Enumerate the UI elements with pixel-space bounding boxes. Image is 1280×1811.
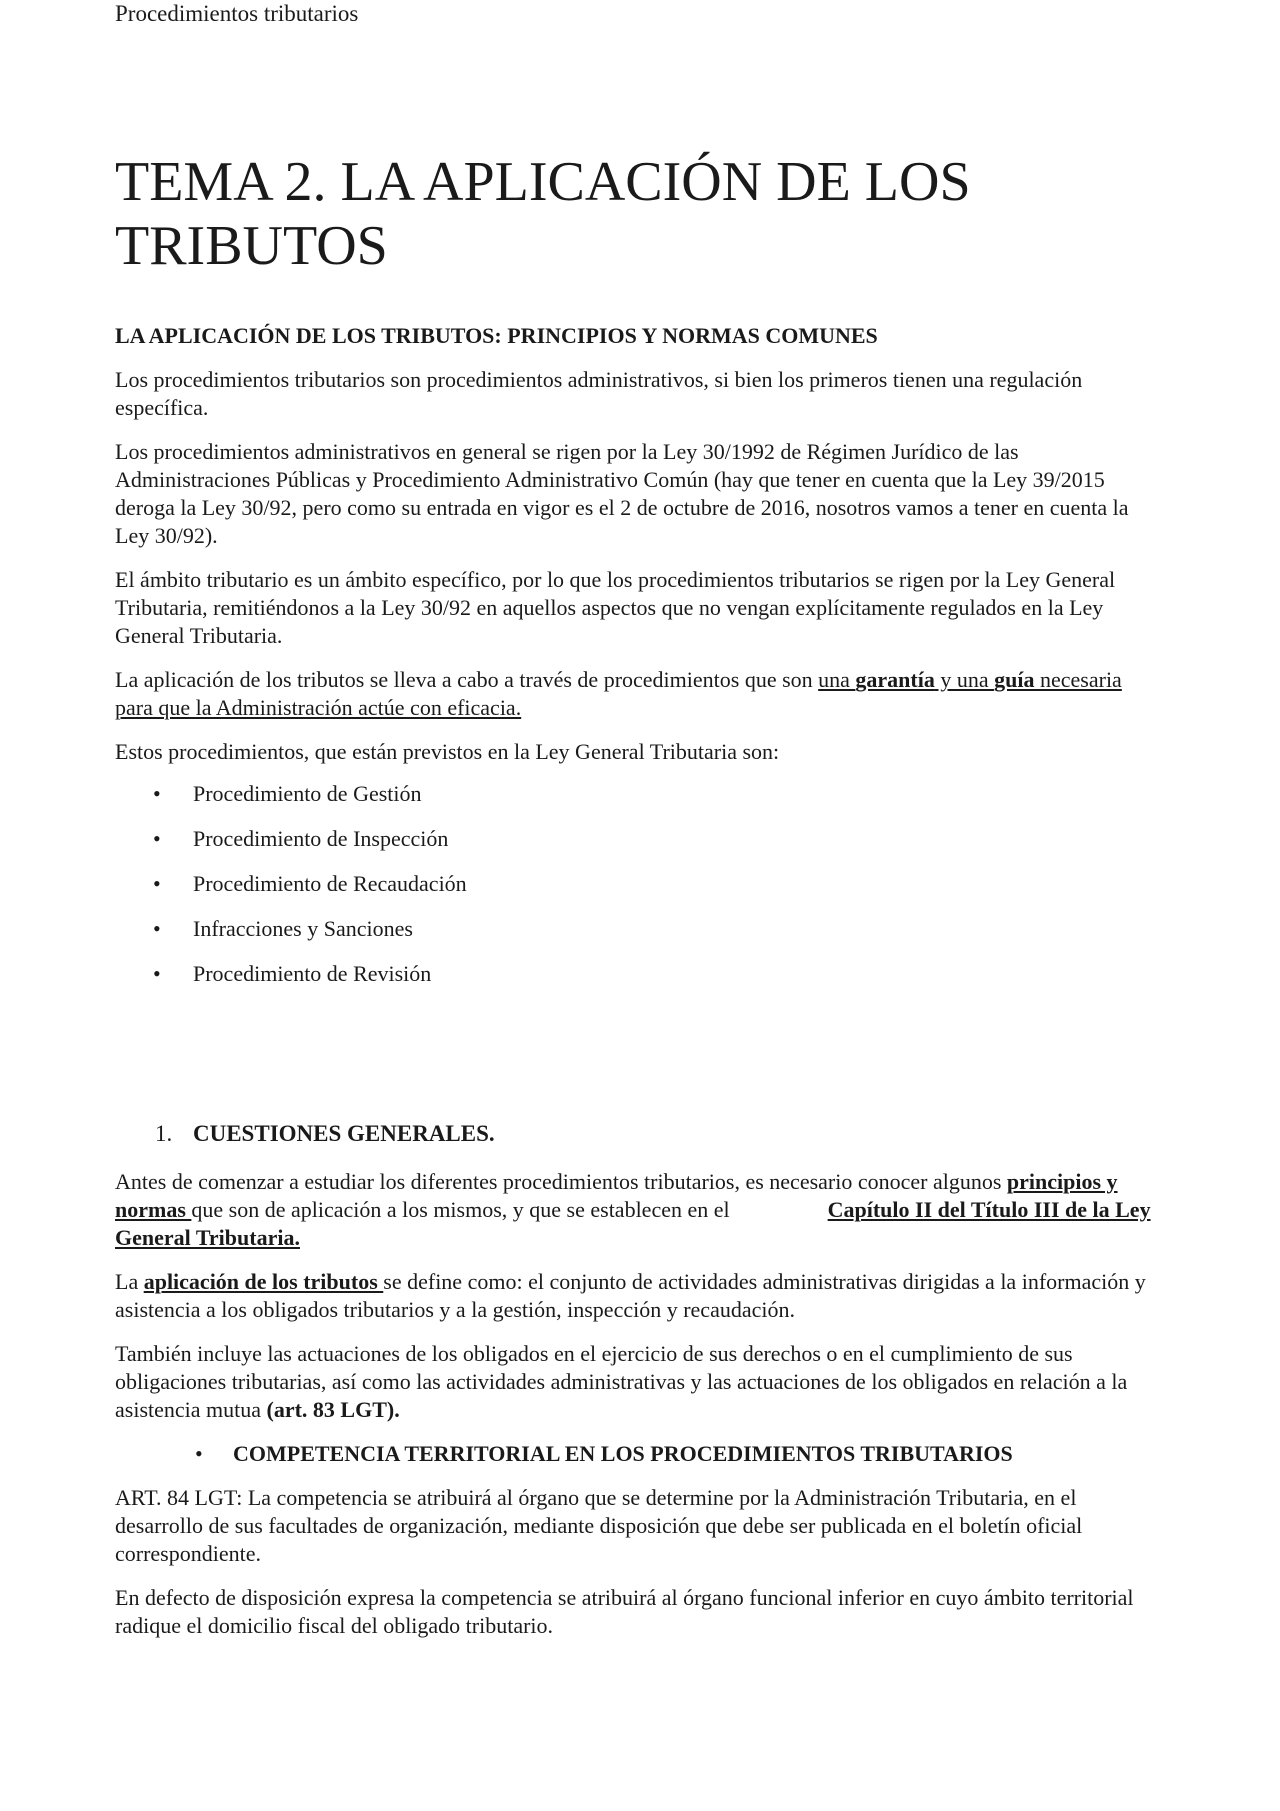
list-item xyxy=(115,870,1165,915)
paragraph: Los procedimientos tributarios son procedimientos administrativos, si bien los primeros tienen una regulación específica. xyxy=(115,367,1083,420)
section-cuestiones xyxy=(115,1120,1165,1640)
text-run: La aplicación de los tributos se lleva a cabo a través de procedimientos que son xyxy=(115,667,819,692)
heading-text: COMPETENCIA TERRITORIAL EN LOS PROCEDIMIENTOS TRIBUTARIOS xyxy=(233,1441,1013,1466)
list-item-text: Procedimiento de Recaudación xyxy=(193,871,467,896)
heading-text: CUESTIONES GENERALES. xyxy=(193,1121,495,1146)
bullet-icon: • xyxy=(153,916,161,941)
list-item xyxy=(115,915,1165,960)
list-item xyxy=(115,780,1165,825)
text-run: Antes de comenzar a estudiar los diferentes procedimientos tributarios, es necesario conocer algunos xyxy=(115,1169,1007,1194)
heading-number: 1. xyxy=(155,1121,173,1146)
text-run: una xyxy=(818,667,856,692)
bold-underlined-text: Capítulo II del Título III de la Ley General Tributaria. xyxy=(115,1197,1151,1250)
paragraph xyxy=(115,1268,1165,1324)
section-principios xyxy=(115,322,1165,1005)
bullet-icon: • xyxy=(195,1441,203,1466)
bold-text: (art. 83 LGT). xyxy=(266,1397,400,1422)
running-header: Procedimientos tributarios xyxy=(115,1,359,26)
bullet-icon: • xyxy=(153,781,161,806)
list-item-text: Procedimiento de Revisión xyxy=(193,961,432,986)
page-title: TEMA 2. LA APLICACIÓN DE LOS TRIBUTOS xyxy=(115,151,971,277)
bold-underlined-text: principios y normas xyxy=(115,1169,1118,1222)
text-run: y una xyxy=(934,667,995,692)
bold-text: garantía xyxy=(855,667,935,692)
numbered-heading xyxy=(115,1120,1165,1148)
list-item xyxy=(115,825,1165,870)
text-run: La xyxy=(115,1269,144,1294)
list-item-text: Procedimiento de Inspección xyxy=(193,826,449,851)
paragraph: En defecto de disposición expresa la competencia se atribuirá al órgano funcional inferior en cuyo ámbito territorial radique el domicilio fiscal del obligado tributario. xyxy=(115,1585,1134,1638)
text-run: que son de aplicación a los mismos, y que se establecen en el xyxy=(191,1197,730,1222)
paragraph: Estos procedimientos, que están previstos en la Ley General Tributaria son: xyxy=(115,739,780,764)
paragraph xyxy=(115,666,1165,722)
bullet-icon: • xyxy=(153,826,161,851)
text-run: se define como: el conjunto de actividades administrativas dirigidas a la información y asistencia a los obligados tributarios y a la gestión, inspección y recaudación. xyxy=(115,1269,1146,1322)
text-run: necesaria para que la Administración actúe con eficacia. xyxy=(115,667,1122,720)
bullet-icon: • xyxy=(153,961,161,986)
bold-underlined-text: aplicación de los tributos xyxy=(143,1269,384,1294)
text-run: También incluye las actuaciones de los obligados en el ejercicio de sus derechos o en el cumplimiento de sus obligaciones tributarias, así como las actividades administrativas y las actuaciones de los obligados en relación a la asistencia mutua xyxy=(115,1341,1128,1422)
paragraph: Los procedimientos administrativos en general se rigen por la Ley 30/1992 de Régimen Jurídico de las Administraciones Públicas y Procedimiento Administrativo Común (hay que tener en cuenta que la Ley 39/2015 deroga la Ley 30/92, pero como su entrada en vigor es el 2 de octubre de 2016, nosotros vamos a tener en cuenta la Ley 30/92). xyxy=(115,439,1129,548)
bold-text: guía xyxy=(994,667,1035,692)
list-item xyxy=(115,960,1165,1005)
bullet-heading xyxy=(115,1440,1165,1468)
list-item-text: Infracciones y Sanciones xyxy=(193,916,413,941)
paragraph: El ámbito tributario es un ámbito específico, por lo que los procedimientos tributarios se rigen por la Ley General Tributaria, remitiéndonos a la Ley 30/92 en aquellos aspectos que no vengan explícitamente regulados en la Ley General Tributaria. xyxy=(115,567,1116,648)
bullet-icon: • xyxy=(153,871,161,896)
paragraph xyxy=(115,1168,1165,1252)
list-item-text: Procedimiento de Gestión xyxy=(193,781,422,806)
procedures-list xyxy=(115,780,1165,1005)
paragraph: ART. 84 LGT: La competencia se atribuirá al órgano que se determine por la Administración Tributaria, en el desarrollo de sus facultades de organización, mediante disposición que debe ser publicada en el boletín oficial correspondiente. xyxy=(115,1485,1083,1566)
section-heading: LA APLICACIÓN DE LOS TRIBUTOS: PRINCIPIOS Y NORMAS COMUNES xyxy=(115,323,878,348)
paragraph xyxy=(115,1340,1165,1424)
